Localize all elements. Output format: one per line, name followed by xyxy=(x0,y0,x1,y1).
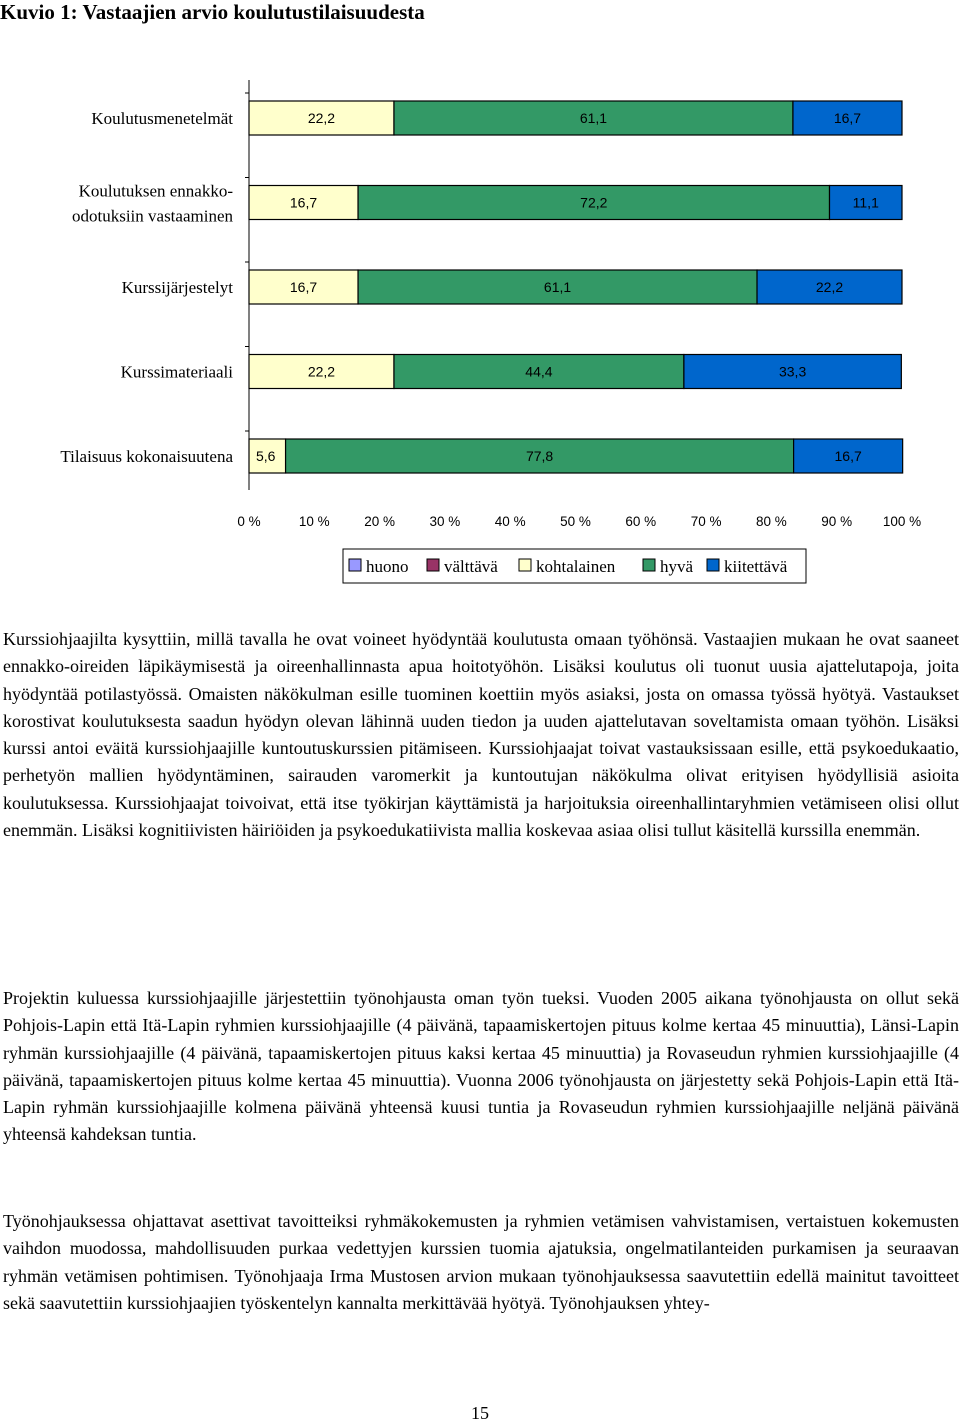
x-tick-label: 40 % xyxy=(494,514,526,529)
data-label: 22,2 xyxy=(307,110,336,126)
data-label: 16,7 xyxy=(289,279,318,295)
category-label: Kurssijärjestelyt xyxy=(121,278,233,297)
x-tick-label: 80 % xyxy=(756,514,787,529)
legend-label: hyvä xyxy=(660,557,694,576)
legend-swatch-kohtalainen xyxy=(519,559,531,571)
legend-label: kohtalainen xyxy=(536,557,616,576)
x-tick-label: 60 % xyxy=(625,514,657,529)
legend-label: kiitettävä xyxy=(724,557,788,576)
legend-label: välttävä xyxy=(444,557,498,576)
category-label: Tilaisuus kokonaisuutena xyxy=(60,447,233,466)
category-label: Koulutusmenetelmät xyxy=(91,109,233,128)
data-label: 61,1 xyxy=(579,110,608,126)
data-label: 16,7 xyxy=(833,110,862,126)
legend-swatch-välttävä xyxy=(427,559,439,571)
x-tick-label: 10 % xyxy=(298,514,330,529)
data-label: 33,3 xyxy=(778,363,807,380)
figure-title: Kuvio 1: Vastaajien arvio koulutustilaisuudesta xyxy=(0,0,425,24)
data-label: 22,2 xyxy=(815,279,844,295)
data-label: 77,8 xyxy=(525,448,554,464)
x-tick-label: 100 % xyxy=(882,514,922,529)
data-label: 22,2 xyxy=(307,363,336,380)
category-label: Kurssimateriaali xyxy=(120,362,233,382)
category-label: Koulutuksen ennakko-odotuksiin vastaaminen xyxy=(71,181,233,226)
legend-swatch-huono xyxy=(349,559,361,571)
paragraph-2: Projektin kuluessa kurssiohjaajille järjestettiin työnohjausta oman työn tueksi. Vuoden 2005 aikana työnohjausta on ollut sekä Pohjois-Lapin että Itä-Lapin ryhmien kurssiohjaajille (4 päivänä, tapaamiskertojen pituus kolme kertaa 45 minuuttia), Länsi-Lapin ryhmän kurssiohjaajille (4 päivänä, tapaamiskertojen pituus kaksi kertaa 45 minuuttia) ja Rovaseudun ryhmien kurssiohjaajille (4 päivänä, tapaamiskertojen pituus kolme kertaa 45 minuuttia). Vuonna 2006 työnohjausta on järjestetty sekä Pohjois-Lapin että Itä-Lapin ryhmän kurssiohjaajille kolmena päivänä yhteensä kuusi tuntia ja Rovaseudun ryhmien kurssiohjaajille neljänä päivänä yhteensä kahdeksan tuntia. xyxy=(3,988,959,1145)
x-tick-label: 90 % xyxy=(821,514,853,529)
data-label: 16,7 xyxy=(289,194,318,211)
data-label: 61,1 xyxy=(543,279,572,295)
paragraph-1: Kurssiohjaajilta kysyttiin, millä tavalla he ovat voineet hyödyntää koulutusta omaan työhönsä. Vastaajien mukaan he ovat saaneet ennakko-oireiden läpikäymisestä ja oireenhallinnasta apua hoitotyöhön. Lisäksi koulutus oli tuonut uusia ajattelutapoja, joita hyödyntää potilastyössä. Omaisten näkökulman esille tuominen koettiin myös asiaksi, josta on omassa työssä hyötyä. Vastaukset korostivat koulutuksesta saadun hyödyn olevan lähinnä uuden tiedon ja uuden ajattelutavan soveltamista omaan työhön. Lisäksi kurssi antoi eväitä kurssiohjaajille kuntoutuskurssien pitämiseen. Kurssiohjaajat toivat vastauksissaan esille, että psykoedukaatio, perhetyön mallien hyödyntäminen, sairauden varomerkit ja kuntoutujan näkökulma olivat erityisen hyödyllisiä asioita koulutuksessa. Kurssiohjaajat toivoivat, että itse työkirjan käyttämistä ja harjoituksia oireenhallintaryhmien vetämiseen olisi ollut enemmän. Lisäksi kognitiivisten häiriöiden ja psykoedukatiivista mallia koskevaa asiaa olisi tullut käsitellä kurssilla enemmän. xyxy=(3,629,959,841)
legend-swatch-kiitettävä xyxy=(707,559,719,571)
x-tick-label: 20 % xyxy=(364,514,395,529)
stacked-bar-chart xyxy=(0,0,960,600)
x-tick-label: 70 % xyxy=(690,514,722,529)
paragraph-3: Työnohjauksessa ohjattavat asettivat tavoitteiksi ryhmäkokemusten ja ryhmien vetämisen vahvistamisen, vertaistuen kokemusten vaihdon muodossa, mahdollisuuden purkaa vedettyjen kurssien tuomia ajatuksia, ongelmatilanteiden purkamisen ja seuraavan ryhmän vetämisen pohtimisen. Työnohjaaja Irma Mustosen arvion mukaan työnohjauksessa saavutettiin edellä mainitut tavoitteet sekä saavutettiin kurssiohjaajien työskentelyn kannalta merkittävää hyötyä. Työnohjauksen yhtey- xyxy=(3,1211,959,1313)
data-label: 72,2 xyxy=(580,194,608,211)
x-tick-label: 30 % xyxy=(429,514,461,529)
page-number: 15 xyxy=(471,1403,489,1423)
x-tick-label: 0 % xyxy=(237,514,261,529)
x-tick-label: 50 % xyxy=(560,514,591,529)
data-label: 5,6 xyxy=(256,448,276,464)
data-label: 11,1 xyxy=(852,194,879,211)
legend-label: huono xyxy=(366,557,409,576)
legend-swatch-hyvä xyxy=(643,559,655,571)
data-label: 16,7 xyxy=(834,448,862,464)
data-label: 44,4 xyxy=(525,363,553,380)
